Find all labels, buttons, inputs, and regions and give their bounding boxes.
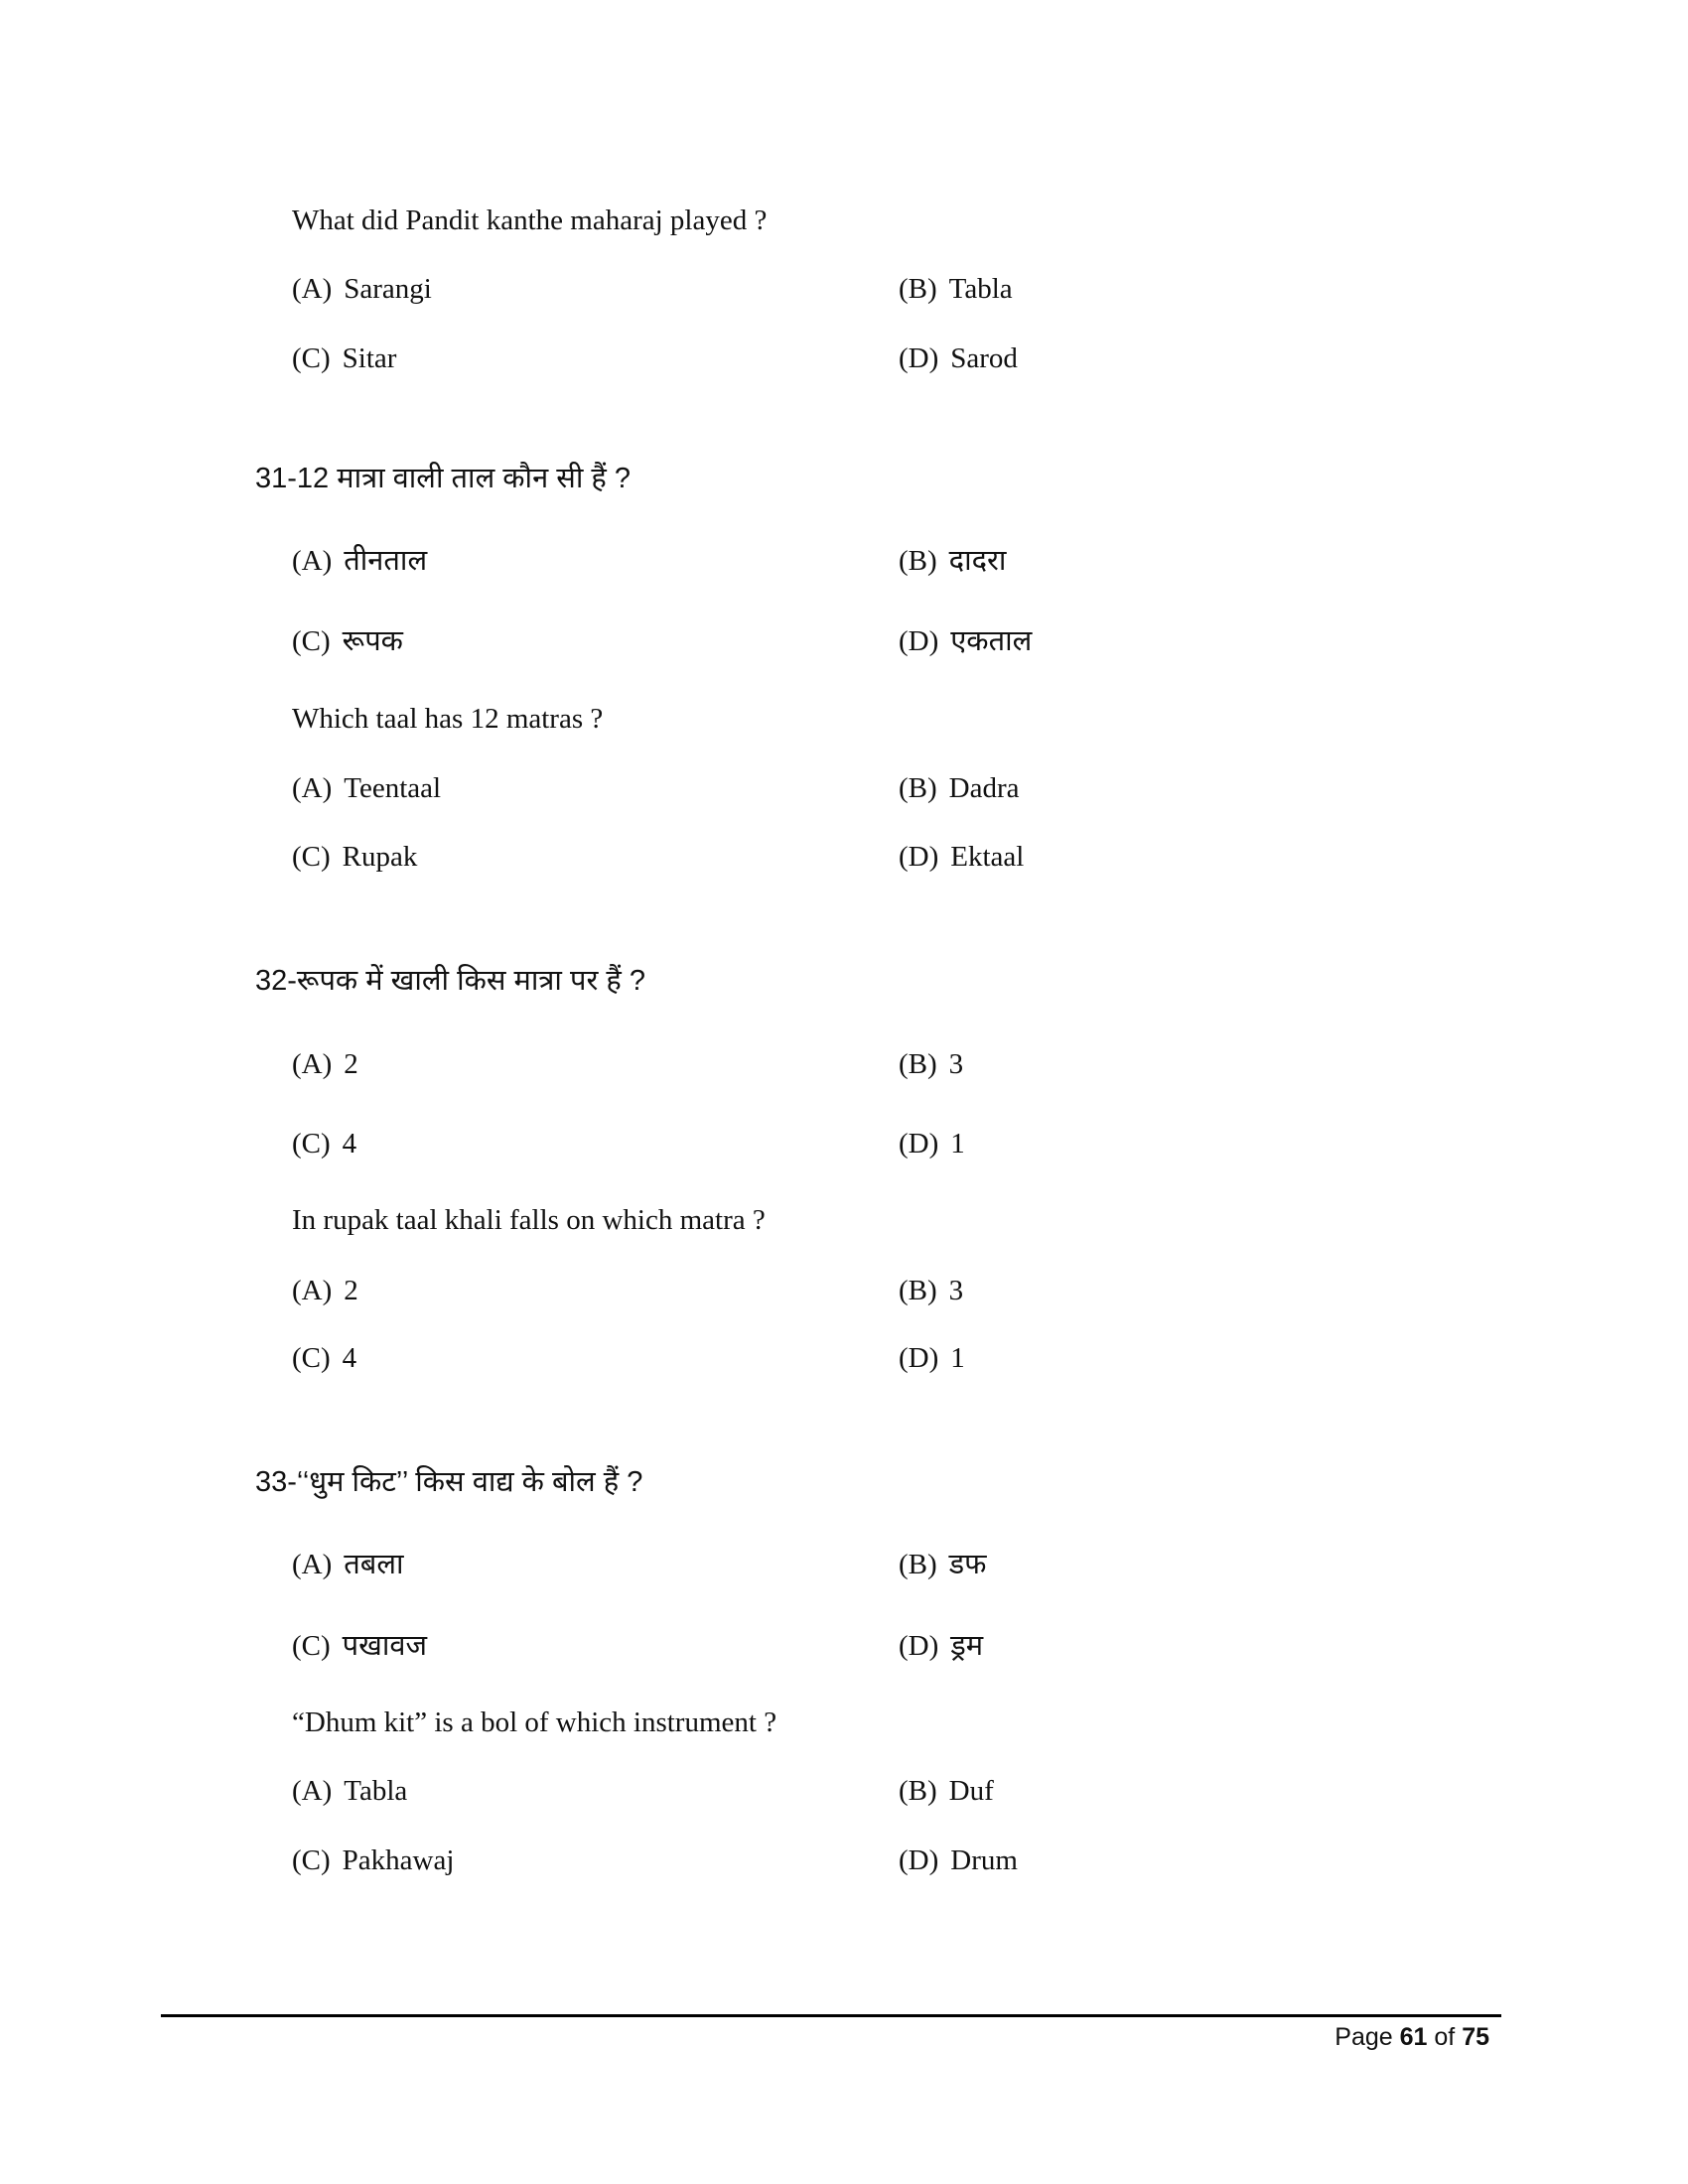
answer-option <box>899 543 1006 579</box>
option-label: (B) <box>899 1549 937 1580</box>
option-text: 4 <box>342 1342 357 1374</box>
answer-option <box>899 1046 963 1082</box>
option-text: Tabla <box>344 1775 408 1807</box>
option-text: Sarangi <box>344 273 432 305</box>
answer-option <box>899 1273 963 1308</box>
option-label: (B) <box>899 545 937 577</box>
question-heading-hindi: 32-रूपक में खाली किस मात्रा पर हैं ? <box>255 965 645 997</box>
answer-option <box>292 1340 356 1376</box>
question-text-english: Which taal has 12 matras ? <box>292 703 604 735</box>
option-label: (D) <box>899 625 939 657</box>
answer-option <box>292 1843 454 1878</box>
option-text: 3 <box>948 1048 964 1080</box>
answer-option <box>292 1628 427 1664</box>
option-label: (C) <box>292 841 331 873</box>
option-text: Tabla <box>948 273 1013 305</box>
option-label: (A) <box>292 273 333 305</box>
page-number <box>1335 2023 1489 2052</box>
option-label: (B) <box>899 772 937 804</box>
answer-option <box>292 1126 356 1161</box>
option-label: (C) <box>292 342 331 374</box>
answer-option <box>899 770 1020 806</box>
option-text: 2 <box>344 1275 358 1306</box>
option-label: (C) <box>292 1630 331 1662</box>
answer-option <box>292 623 403 659</box>
answer-option <box>899 839 1024 875</box>
footer-rule <box>161 2014 1501 2017</box>
option-label: (D) <box>899 1342 939 1374</box>
option-label: (B) <box>899 1048 937 1080</box>
question-heading-hindi: 33-‘‘धुम किट’’ किस वाद्य के बोल हैं ? <box>255 1466 643 1498</box>
option-label: (A) <box>292 1549 333 1580</box>
option-text: Dadra <box>948 772 1020 804</box>
option-label: (C) <box>292 1128 331 1160</box>
option-text: पखावज <box>342 1630 428 1662</box>
answer-option <box>899 1126 965 1161</box>
option-text: 4 <box>342 1128 357 1160</box>
answer-option <box>292 1773 407 1809</box>
answer-option <box>292 770 441 806</box>
option-label: (B) <box>899 1275 937 1306</box>
option-text: 1 <box>950 1128 965 1160</box>
option-text: तबला <box>344 1549 404 1580</box>
option-text: Pakhawaj <box>342 1844 455 1876</box>
option-label: (B) <box>899 273 937 305</box>
question-text-english: What did Pandit kanthe maharaj played ? <box>292 205 768 236</box>
answer-option <box>899 1628 983 1664</box>
answer-option <box>292 839 417 875</box>
option-text: Teentaal <box>344 772 442 804</box>
answer-option <box>899 271 1013 307</box>
option-text: दादरा <box>948 545 1007 577</box>
option-label: (D) <box>899 841 939 873</box>
option-label: (C) <box>292 625 331 657</box>
answer-option <box>292 341 396 376</box>
option-text: तीनताल <box>344 545 428 577</box>
option-label: (A) <box>292 1275 333 1306</box>
current-page: 61 <box>1399 2023 1428 2051</box>
of-label: of <box>1434 2023 1456 2051</box>
option-label: (A) <box>292 1048 333 1080</box>
answer-option <box>899 1843 1018 1878</box>
option-text: एकताल <box>950 625 1033 657</box>
option-text: Sitar <box>342 342 397 374</box>
option-text: डफ <box>948 1549 987 1580</box>
answer-option <box>292 271 432 307</box>
option-label: (D) <box>899 1844 939 1876</box>
option-label: (C) <box>292 1342 331 1374</box>
option-text: Sarod <box>950 342 1018 374</box>
answer-option <box>899 1340 965 1376</box>
option-label: (B) <box>899 1775 937 1807</box>
question-heading-hindi: 31-12 मात्रा वाली ताल कौन सी हैं ? <box>255 463 631 494</box>
option-text: 1 <box>950 1342 965 1374</box>
option-label: (A) <box>292 545 333 577</box>
option-text: Drum <box>950 1844 1018 1876</box>
option-text: ड्रम <box>950 1630 984 1662</box>
answer-option <box>899 341 1018 376</box>
option-text: Rupak <box>342 841 418 873</box>
answer-option <box>899 623 1032 659</box>
option-label: (D) <box>899 1630 939 1662</box>
option-text: रूपक <box>342 625 403 657</box>
question-text-english: “Dhum kit” is a bol of which instrument ? <box>292 1706 777 1738</box>
answer-option <box>292 1273 358 1308</box>
answer-option <box>292 1547 404 1582</box>
page-label: Page <box>1335 2023 1393 2051</box>
option-label: (A) <box>292 1775 333 1807</box>
answer-option <box>292 1046 358 1082</box>
option-text: 3 <box>948 1275 964 1306</box>
answer-option <box>899 1773 994 1809</box>
option-text: 2 <box>344 1048 358 1080</box>
option-label: (A) <box>292 772 333 804</box>
option-label: (D) <box>899 342 939 374</box>
option-label: (C) <box>292 1844 331 1876</box>
answer-option <box>899 1547 987 1582</box>
question-text-english: In rupak taal khali falls on which matra ? <box>292 1204 766 1236</box>
total-pages: 75 <box>1462 2023 1489 2051</box>
option-label: (D) <box>899 1128 939 1160</box>
option-text: Ektaal <box>950 841 1025 873</box>
option-text: Duf <box>948 1775 994 1807</box>
answer-option <box>292 543 427 579</box>
